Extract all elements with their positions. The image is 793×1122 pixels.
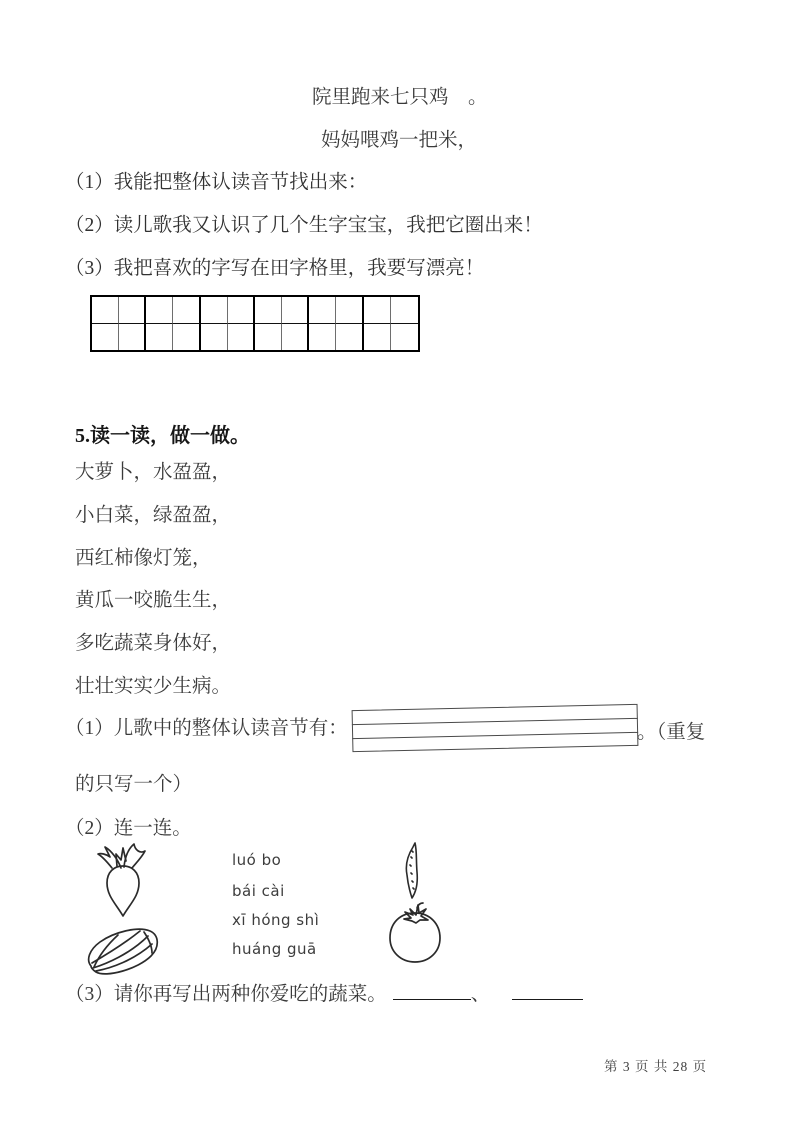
writing-grid-cell [146, 297, 173, 324]
pinyin-answer-box [352, 704, 639, 752]
q1-suffix-continuation: 的只写一个） [75, 774, 193, 795]
writing-grid-cell [119, 297, 146, 324]
writing-grid-cell [282, 297, 309, 324]
writing-grid-cell [336, 324, 363, 351]
poem-line-2: 小白菜，绿盈盈， [75, 505, 232, 526]
poem-line-4: 黄瓜一咬脆生生， [75, 590, 232, 611]
pinyin-xihongshi: xī hóng shì [232, 911, 320, 929]
writing-grid-cell [92, 297, 119, 324]
poem-line-6: 壮壮实实少生病。 [75, 676, 232, 697]
q3-label: （3）请你再写出两种你爱吃的蔬菜。 [65, 984, 387, 1005]
page-number-footer: 第 3 页 共 28 页 [604, 1059, 708, 1074]
section5-heading: 5.读一读，做一做。 [75, 425, 250, 447]
writing-grid-cell [309, 297, 336, 324]
q2-label: （2）连一连。 [65, 818, 192, 839]
rhyme-line-1: 院里跑来七只鸡 。 [312, 87, 488, 108]
pinyin-huanggua: huáng guā [232, 940, 317, 958]
tomato-drawing [386, 901, 444, 967]
cabbage-drawing [84, 922, 162, 982]
writing-grid-cell [119, 324, 146, 351]
writing-grid-cell [255, 324, 282, 351]
writing-grid-cell [336, 297, 363, 324]
q1-label: （1）儿歌中的整体认读音节有： [65, 718, 348, 739]
q1-suffix: 。（重复 [637, 722, 706, 743]
q3-separator: 、 [470, 984, 491, 1005]
rhyme-line-2: 妈妈喂鸡一把米， [321, 130, 478, 151]
poem-line-1: 大萝卜，水盈盈， [75, 462, 232, 483]
question-4-3: （3）我把喜欢的字写在田字格里，我要写漂亮！ [65, 258, 485, 279]
q3-line [65, 984, 583, 1005]
poem-line-5: 多吃蔬菜身体好， [75, 633, 232, 654]
cucumber-drawing [399, 841, 425, 901]
writing-grid-cell [173, 297, 200, 324]
writing-grid-cell [228, 297, 255, 324]
writing-grid-cell [146, 324, 173, 351]
writing-grid-cell [92, 324, 119, 351]
writing-grid-cell [309, 324, 336, 351]
question-4-2: （2）读儿歌我又认识了几个生字宝宝，我把它圈出来！ [65, 215, 543, 236]
pinyin-box-line [352, 732, 638, 739]
writing-grid-cell [364, 297, 391, 324]
pinyin-baicai: bái cài [232, 882, 285, 900]
writing-grid-cell [391, 324, 418, 351]
q3-blank-1 [393, 984, 471, 1000]
writing-grid-cell [201, 324, 228, 351]
question-4-1: （1）我能把整体认读音节找出来： [65, 172, 368, 193]
pinyin-box-line [352, 718, 638, 725]
writing-grid [90, 295, 420, 352]
writing-grid-cell [228, 324, 255, 351]
pinyin-luobo: luó bo [232, 851, 282, 869]
writing-grid-cell [201, 297, 228, 324]
writing-grid-cell [255, 297, 282, 324]
writing-grid-cell [364, 324, 391, 351]
writing-grid-cell [391, 297, 418, 324]
poem-line-3: 西红柿像灯笼， [75, 548, 212, 569]
radish-drawing [95, 842, 151, 920]
writing-grid-cell [282, 324, 309, 351]
writing-grid-cell [173, 324, 200, 351]
q3-blank-2 [512, 984, 583, 1000]
